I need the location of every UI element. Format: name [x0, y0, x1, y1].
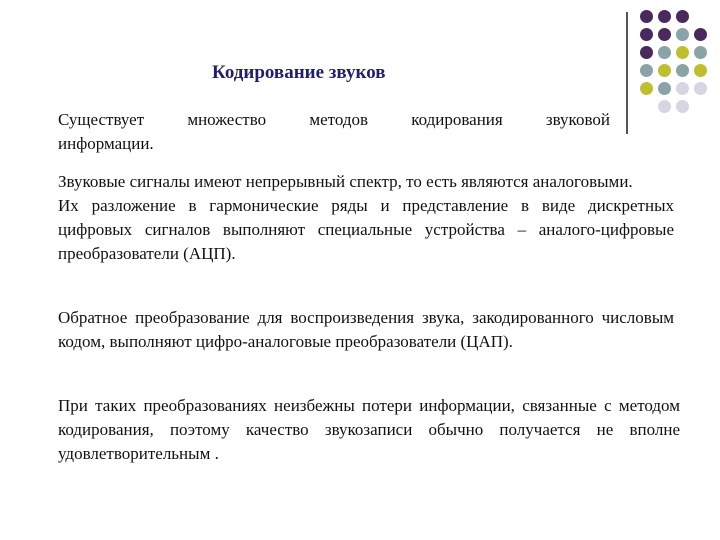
- analog-signal-paragraph: [58, 170, 674, 266]
- decorative-dot: [640, 28, 653, 41]
- decorative-dot: [676, 28, 689, 41]
- decorative-dot: [694, 100, 707, 113]
- decorative-dot: [694, 46, 707, 59]
- decorative-dot: [694, 64, 707, 77]
- paragraph-line: Их разложение в гармонические ряды и представление в виде дискретных цифровых сигналов выполняют специальные устройства – аналого-цифровые преобразователи (АЦП).: [58, 196, 674, 263]
- decorative-dot: [658, 82, 671, 95]
- intro-word: множество: [187, 110, 267, 129]
- decorative-dot: [640, 46, 653, 59]
- dac-paragraph: Обратное преобразование для воспроизведения звука, закодированного числовым кодом, выполняют цифро-аналоговые преобразователи (ЦАП).: [58, 308, 674, 351]
- decorative-dot: [640, 10, 653, 23]
- decorative-dot: [694, 82, 707, 95]
- intro-tail: информации.: [58, 134, 154, 153]
- conclusion-paragraph: При таких преобразованиях неизбежны потери информации, связанные с методом кодирования, поэтому качество звукозаписи обычно получается не вполне удовлетворительным .: [58, 396, 680, 463]
- intro-word: Существует: [58, 110, 145, 129]
- decorative-dot: [640, 82, 653, 95]
- decorative-dot: [658, 28, 671, 41]
- decorative-dot: [676, 10, 689, 23]
- decorative-dot: [676, 64, 689, 77]
- decorative-divider: [626, 12, 628, 134]
- decorative-dot: [658, 64, 671, 77]
- intro-word: кодирования: [411, 110, 503, 129]
- decorative-dot: [640, 64, 653, 77]
- paragraph-line: Звуковые сигналы имеют непрерывный спектр, то есть являются аналоговыми.: [58, 172, 633, 191]
- intro-paragraph: [58, 108, 610, 156]
- decorative-dot: [694, 28, 707, 41]
- decorative-dot: [676, 82, 689, 95]
- decorative-dot-grid: [640, 10, 709, 115]
- decorative-dot: [658, 46, 671, 59]
- decorative-dot: [676, 100, 689, 113]
- decorative-dot: [658, 100, 671, 113]
- decorative-dot: [640, 100, 653, 113]
- intro-word: методов: [309, 110, 369, 129]
- decorative-dot: [676, 46, 689, 59]
- decorative-dot: [694, 10, 707, 23]
- intro-first-line: [58, 108, 610, 132]
- slide-title: Кодирование звуков: [212, 62, 386, 83]
- intro-word: звуковой: [545, 110, 610, 129]
- decorative-dot: [658, 10, 671, 23]
